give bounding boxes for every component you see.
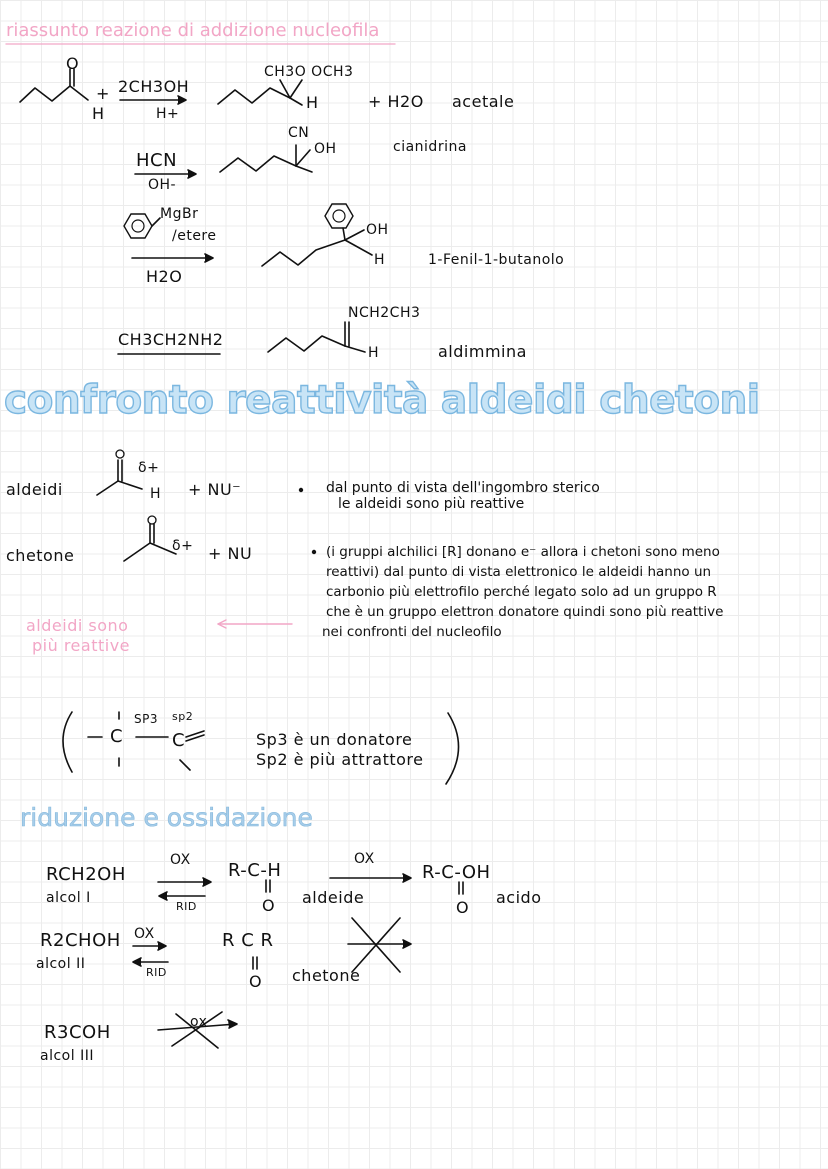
catalyst-base: OH- <box>148 177 177 193</box>
ketone-formula: R C R <box>222 930 274 951</box>
primary-alcohol-label: alcol I <box>46 890 91 906</box>
secondary-alcohol: R2CHOH <box>40 930 121 951</box>
hybrid-carbon-sp2: C <box>172 730 186 751</box>
hybrid-note-line-1: Sp3 è un donatore <box>256 730 413 749</box>
benzene-ring-product <box>325 204 353 228</box>
ox-label-1: OX <box>170 852 191 868</box>
section-title-redox: riduzione e ossidazione <box>20 803 313 832</box>
nucleophile-minus: + NU⁻ <box>188 480 242 499</box>
imine-h: H <box>368 345 380 361</box>
label-sp3: SP3 <box>134 712 158 726</box>
nucleophile: + NU <box>208 544 253 563</box>
benzene-ring-reagent <box>124 214 152 238</box>
acid-formula: R-C-OH <box>422 862 491 883</box>
cyanohydrin-cn: CN <box>288 125 310 141</box>
note-electronic <box>322 542 724 642</box>
name-cianidrina: cianidrina <box>393 139 467 155</box>
cyanohydrin-oh: OH <box>314 141 337 157</box>
ox-label-2: OX <box>354 851 375 867</box>
note-electronic-line-4: che è un gruppo elettron donatore quindi sono più reattive <box>326 604 724 620</box>
phenylbutanol-skeleton <box>262 240 345 266</box>
right-paren <box>446 713 459 784</box>
hybrid-carbon-sp3: C <box>110 726 124 747</box>
section-title-reactivity: confronto reattività aldeidi chetoni <box>4 378 760 423</box>
h-label-reactant: H <box>92 104 105 123</box>
ketone-oxygen: O <box>249 972 263 991</box>
note-steric-line-1: dal punto di vista dell'ingombro sterico <box>326 480 600 496</box>
tertiary-alcohol: R3COH <box>44 1022 111 1043</box>
ketone-skeleton <box>124 543 176 561</box>
byproduct-water: + H2O <box>368 92 424 111</box>
imine-skeleton <box>268 336 345 352</box>
rid-label-1: RID <box>176 900 197 913</box>
cyanohydrin-skeleton <box>220 156 296 172</box>
note-electronic-line-1: (i gruppi alchilici [R] donano e⁻ allora i chetoni sono meno <box>326 544 720 560</box>
butanal-skeleton <box>20 86 88 102</box>
oxygen-reactant: O <box>66 54 80 73</box>
acetal-groups: CH3O OCH3 <box>264 64 354 80</box>
name-aldimmina: aldimmina <box>438 342 527 361</box>
acid-label: acido <box>496 888 542 907</box>
aldehyde-skeleton <box>97 481 142 495</box>
note-steric-line-2: le aldeidi sono più reattive <box>338 496 525 512</box>
note-electronic-line-3: carbonio più elettrofilo perché legato solo ad un gruppo R <box>326 584 717 600</box>
conclusion-pink <box>26 616 130 656</box>
name-acetale: acetale <box>452 92 515 111</box>
label-aldeidi: aldeidi <box>6 480 63 499</box>
hybrid-note <box>256 730 423 770</box>
conclusion-line-1: aldeidi sono <box>26 616 129 635</box>
delta-plus-aldehyde: δ+ <box>138 460 160 476</box>
imine-group: NCH2CH3 <box>348 305 421 321</box>
label-sp2: sp2 <box>172 710 194 723</box>
secondary-alcohol-label: alcol II <box>36 956 86 972</box>
h-aldehyde: H <box>150 486 162 502</box>
solvent-ether: /etere <box>172 228 217 244</box>
reagent-grignard: MgBr <box>160 206 199 222</box>
ox-crossed-label: ox <box>190 1014 208 1030</box>
name-phenylbutanol: 1-Fenil-1-butanolo <box>428 252 565 268</box>
ketone-label: chetone <box>292 966 361 985</box>
acetal-h: H <box>306 93 319 112</box>
acid-oxygen: O <box>456 898 470 917</box>
aldehyde-label: aldeide <box>302 888 365 907</box>
note-electronic-line-2: reattivi) dal punto di vista elettronico le aldeidi hanno un <box>326 564 712 580</box>
hydrolysis-water: H2O <box>146 267 183 286</box>
phenylbutanol-h: H <box>374 252 386 268</box>
aldehyde-formula: R-C-H <box>228 860 282 881</box>
note-electronic-line-5: nei confronti del nucleofilo <box>322 624 502 640</box>
plus-sign: + <box>96 84 110 103</box>
hybrid-note-line-2: Sp2 è più attrattore <box>256 750 424 769</box>
reagent-methanol: 2CH3OH <box>118 77 190 96</box>
acetal-skeleton <box>218 88 290 104</box>
conclusion-line-2: più reattive <box>32 636 131 655</box>
delta-plus-ketone: δ+ <box>172 538 194 554</box>
page-title: riassunto reazione di addizione nucleofila <box>6 20 380 41</box>
aldehyde-oxygen: O <box>262 896 276 915</box>
note-steric <box>326 480 600 512</box>
reagent-ethylamine: CH3CH2NH2 <box>118 330 224 349</box>
phenylbutanol-oh: OH <box>366 222 389 238</box>
ox-label-3: OX <box>134 926 155 942</box>
tertiary-alcohol-label: alcol III <box>40 1048 94 1064</box>
label-chetone: chetone <box>6 546 75 565</box>
primary-alcohol: RCH2OH <box>46 864 126 885</box>
catalyst-acid: H+ <box>156 106 180 122</box>
left-paren <box>63 712 72 772</box>
reagent-hcn: HCN <box>136 150 178 171</box>
rid-label-3: RID <box>146 966 167 979</box>
